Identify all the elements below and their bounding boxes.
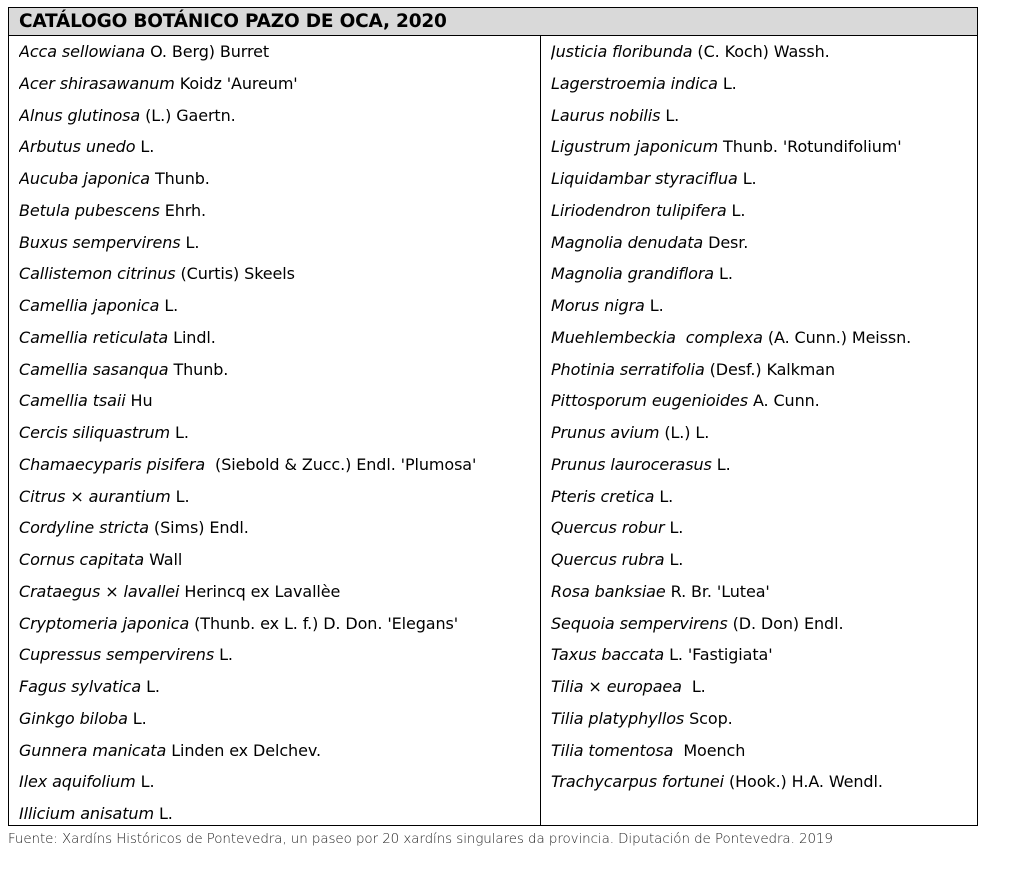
species-entry [19,100,540,132]
species-authority: Ehrh. [159,200,206,220]
species-entry [551,735,977,767]
species-entry [551,481,977,513]
species-authority: (A. Cunn.) Meissn. [762,327,912,347]
species-entry [551,100,977,132]
species-scientific-name: Magnolia denudata [551,232,704,252]
species-scientific-name: Laurus nobilis [551,105,661,125]
botanical-catalog-table [8,7,978,826]
species-entry [551,766,977,798]
species-entry [551,322,977,354]
species-entry [19,417,540,449]
species-entry [19,385,540,417]
species-scientific-name: Quercus rubra [551,550,665,569]
species-scientific-name: Cupressus sempervirens [19,645,215,665]
species-entry [19,163,540,195]
source-note: Fuente: Xardíns Históricos de Pontevedra, un paseo por 20 xardíns singulares da provincia. Diputación de Pontevedra. 2019 [8,832,833,847]
species-authority: Thunb. [149,169,210,188]
species-authority: L. [135,772,155,792]
species-scientific-name: Morus nigra [551,296,645,315]
species-list-right [551,36,977,798]
species-scientific-name: Lagerstroemia indica [551,73,718,93]
species-scientific-name: Liquidambar styraciflua [551,169,738,188]
species-scientific-name: Pittosporum eugenioides [551,391,748,411]
species-scientific-name: Citrus × aurantium [19,486,171,506]
species-authority: Linden ex Delchev. [166,740,321,760]
species-authority: L. [737,169,757,188]
species-scientific-name: Liriodendron tulipifera [551,200,727,220]
species-scientific-name: Sequoia sempervirens [551,613,728,633]
species-column-right [541,36,977,825]
species-authority: L. [660,105,680,125]
species-scientific-name: Cornus capitata [19,550,145,569]
species-authority: (Thunb. ex L. f.) D. Don. 'Elegans' [189,613,459,633]
species-entry [551,608,977,640]
species-authority: (Desf.) Kalkman [704,359,836,379]
species-authority: Thunb. 'Rotundifolium' [718,137,902,157]
species-entry [551,131,977,163]
species-scientific-name: Ligustrum japonicum [551,137,719,157]
species-entry [19,354,540,386]
species-entry [551,68,977,100]
species-entry [19,195,540,227]
species-scientific-name: Arbutus unedo [19,137,136,157]
species-scientific-name: Betula pubescens [19,200,160,220]
species-entry [551,258,977,290]
catalog-title: CATÁLOGO BOTÁNICO PAZO DE OCA, 2020 [19,11,447,32]
species-scientific-name: Ilex aquifolium [19,772,136,792]
species-authority: L. [717,73,737,93]
species-entry [551,544,977,576]
species-scientific-name: Photinia serratifolia [551,359,705,379]
species-scientific-name: Acer shirasawanum [19,73,175,93]
species-authority: L. [159,296,179,315]
species-entry [19,68,540,100]
species-authority: Herincq ex Lavallèe [179,581,341,601]
species-scientific-name: Taxus baccata [551,645,665,665]
species-entry [19,322,540,354]
species-authority: L. [664,550,684,569]
species-authority: A. Cunn. [747,391,820,411]
species-entry [19,735,540,767]
species-entry [551,512,977,544]
species-entry [19,671,540,703]
species-entry [551,227,977,259]
species-authority: L. [714,264,733,284]
species-scientific-name: Tilia × europaea [551,677,682,696]
species-entry [19,258,540,290]
species-authority: L. [153,804,173,823]
species-scientific-name: Chamaecyparis pisifera [19,454,206,474]
species-scientific-name: Pteris cretica [551,486,655,506]
species-authority: Scop. [684,708,733,728]
species-scientific-name: Aucuba japonica [19,169,150,188]
species-authority: (D. Don) Endl. [727,613,844,633]
species-entry [19,798,540,830]
species-authority: L. [214,645,233,665]
species-entry [19,449,540,481]
species-scientific-name: Justicia floribunda [551,42,693,61]
species-authority: L. [170,486,190,506]
species-entry [551,639,977,671]
species-scientific-name: Quercus robur [551,518,665,538]
species-scientific-name: Camellia reticulata [19,327,169,347]
species-authority: L. [180,232,200,252]
species-scientific-name: Fagus sylvatica [19,677,142,696]
species-authority: Koidz 'Aureum' [174,73,298,93]
species-authority: Desr. [703,232,749,252]
species-authority: L. [726,200,746,220]
species-authority: Hu [125,391,153,411]
species-authority: Moench [673,740,746,760]
species-authority: L. [170,423,189,442]
species-authority: L. [141,677,160,696]
species-authority: L. [664,518,684,538]
species-entry [19,639,540,671]
species-entry [551,195,977,227]
species-scientific-name: Magnolia grandiflora [551,264,715,284]
species-entry [19,481,540,513]
species-entry [19,290,540,322]
species-scientific-name: Cryptomeria japonica [19,613,190,633]
species-authority: L. [135,137,155,157]
species-authority: (L.) Gaertn. [140,105,236,125]
species-scientific-name: Camellia japonica [19,296,160,315]
species-authority: (L.) L. [659,423,710,442]
species-authority: (Hook.) H.A. Wendl. [723,772,883,792]
species-entry [551,703,977,735]
species-scientific-name: Cercis siliquastrum [19,423,171,442]
species-entry [19,544,540,576]
species-authority: (Curtis) Skeels [175,264,295,284]
species-entry [19,36,540,68]
species-entry [19,512,540,544]
species-entry [19,227,540,259]
species-entry [551,576,977,608]
species-authority: Thunb. [168,359,229,379]
species-entry [19,608,540,640]
species-authority: O. Berg) Burret [145,42,270,61]
species-scientific-name: Buxus sempervirens [19,232,181,252]
species-entry [19,131,540,163]
catalog-header [9,8,977,36]
species-scientific-name: Gunnera manicata [19,740,167,760]
species-scientific-name: Callistemon citrinus [19,264,176,284]
species-scientific-name: Tilia platyphyllos [551,708,685,728]
species-scientific-name: Acca sellowiana [19,42,146,61]
species-entry [551,36,977,68]
species-entry [19,703,540,735]
species-scientific-name: Rosa banksiae [551,581,666,601]
species-scientific-name: Trachycarpus fortunei [551,772,724,792]
species-entry [551,354,977,386]
species-entry [551,290,977,322]
species-entry [551,417,977,449]
species-scientific-name: Crataegus × lavallei [19,581,180,601]
species-authority: Lindl. [168,327,216,347]
species-scientific-name: Alnus glutinosa [19,105,141,125]
species-authority: L. 'Fastigiata' [664,645,773,665]
species-column-left [9,36,541,825]
species-entry [551,449,977,481]
species-authority: (C. Koch) Wassh. [692,42,830,61]
species-scientific-name: Illicium anisatum [19,804,154,823]
species-authority: L. [644,296,664,315]
species-authority: R. Br. 'Lutea' [665,581,770,601]
species-scientific-name: Prunus laurocerasus [551,454,712,474]
species-authority: (Siebold & Zucc.) Endl. 'Plumosa' [205,454,477,474]
species-scientific-name: Prunus avium [551,423,660,442]
species-authority: L. [127,708,147,728]
species-entry [551,385,977,417]
species-scientific-name: Cordyline stricta [19,518,149,538]
species-authority: L. [711,454,731,474]
species-entry [551,671,977,703]
species-scientific-name: Camellia sasanqua [19,359,169,379]
species-authority: L. [654,486,674,506]
species-scientific-name: Ginkgo biloba [19,708,128,728]
species-entry [19,766,540,798]
species-authority: Wall [144,550,183,569]
species-scientific-name: Camellia tsaii [19,391,126,411]
species-authority: L. [681,677,706,696]
species-authority: (Sims) Endl. [148,518,249,538]
species-list-left [19,36,540,830]
catalog-body [9,36,977,825]
species-entry [551,163,977,195]
species-entry [19,576,540,608]
species-scientific-name: Muehlembeckia complexa [551,327,763,347]
species-scientific-name: Tilia tomentosa [551,740,674,760]
